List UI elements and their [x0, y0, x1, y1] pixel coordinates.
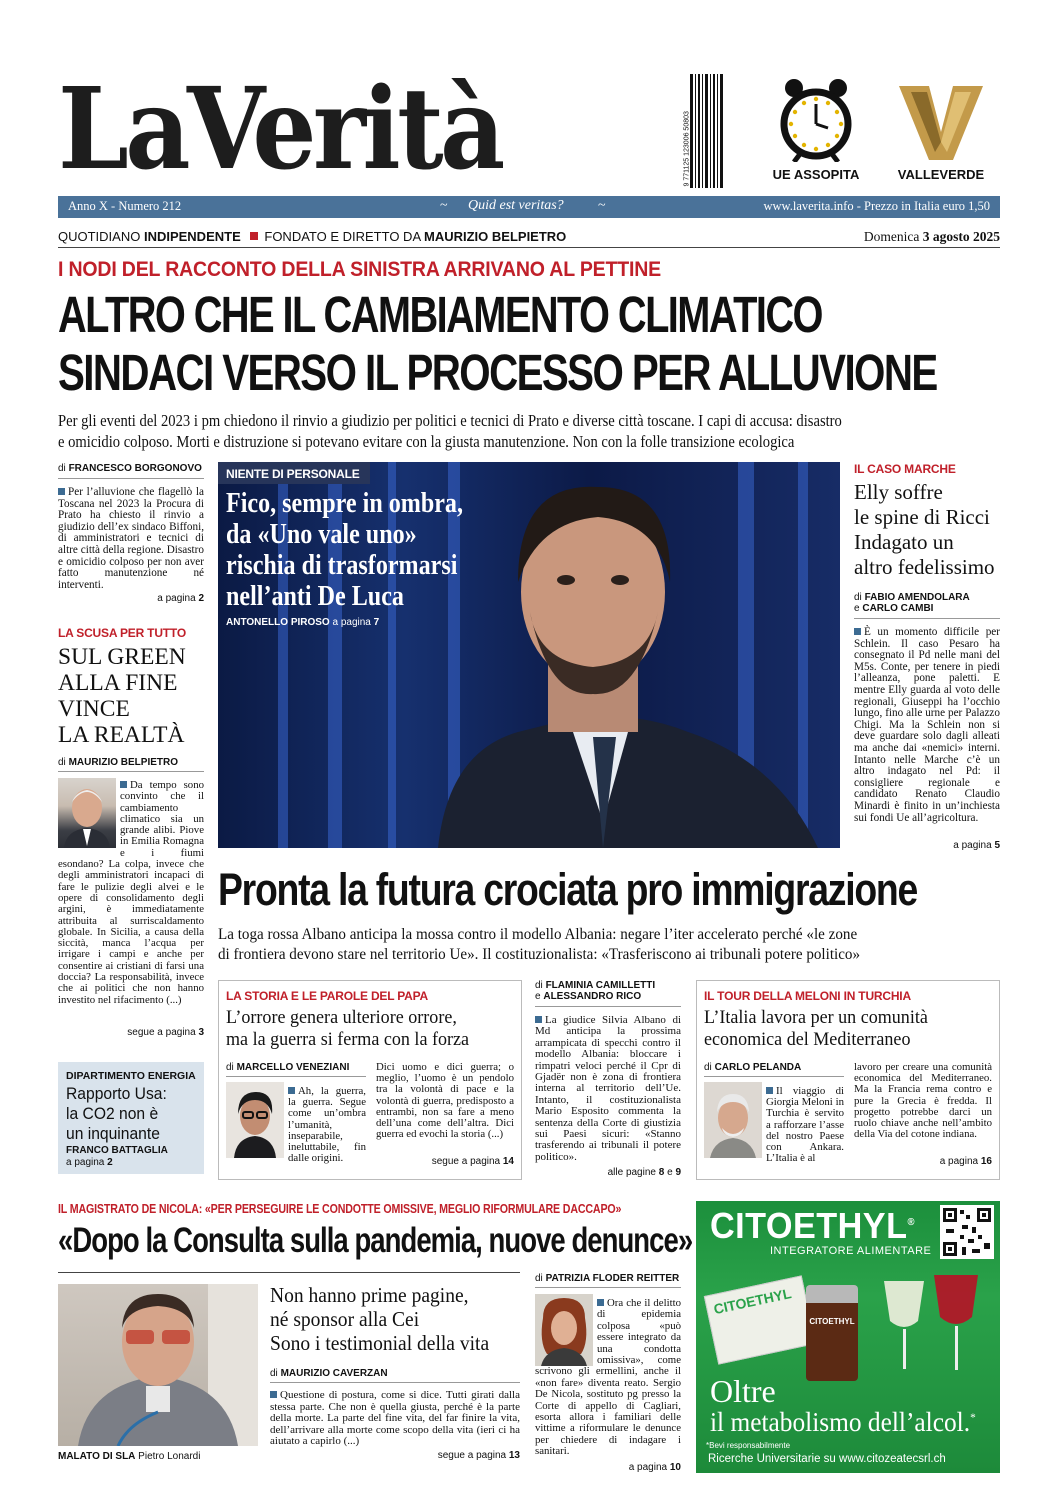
giudice-pageref[interactable]: alle pagine 8 e 9 [607, 1167, 681, 1178]
qr-code-icon [940, 1205, 994, 1259]
lead-deck-line2: e omicidio colposo. Morti e distruzione si potevano evitare con la giusta manutenzione. Non con la folle transizione ecologica [58, 432, 795, 451]
paragraph-square-icon [288, 1087, 295, 1094]
reitter-rule [535, 1287, 681, 1288]
barcode [676, 72, 724, 190]
citoethyl-ad[interactable] [696, 1201, 1000, 1473]
reitter-pageref[interactable]: a pagina 10 [628, 1462, 681, 1473]
masthead-logo [58, 64, 578, 195]
indipendente-label: INDIPENDENTE [143, 229, 241, 244]
borgonovo-body: Per l’alluvione che flagellò la Toscana nel 2023 la Procura di Prato ha chiesto il rinvio a giudizio dell’ex sindaco Biffoni, di amministratori e tecnici di altre città della regione. Disastro e omicidio colposo per non aver fatto manutenzione né interventi. [58, 486, 204, 591]
papa-body-col2: Dici uomo e dici guerra; o meglio, l’uomo è un pendolo tra la volontà di pace e la volontà di guerra, predisposto a entrambi, non sa fare a meno dell’una come dell’altra. Dici guerra ed evochi la storia (...) [376, 1061, 514, 1141]
marche-body: È un momento difficile per Schlein. Il caso Pesaro ha consegnato il Pd nelle mani del M5s. Conte, per tenere in piedi l’alleanza, pone paletti. E mentre Elly guarda al voto delle regionali, Giuseppi ha l’occhio lungo, fino alle urne per Palazzo Chigi. Ma la Schlein non si deve guardare solo dagli alleati ma anche dai «nemici» interni. Intanto nelle Marche c’è un altro indagato nel Pd: il consigliere regionale e candidato Renato Claudio Minardi è finito in un’inchiesta sui fondi Ue all’agricoltura. [854, 626, 1000, 824]
reitter-byline: di PATRIZIA FLODER REITTER [535, 1273, 680, 1284]
ad-subtitle: INTEGRATORE ALIMENTARE [770, 1245, 932, 1257]
testimonial-pageref[interactable]: segue a pagina 13 [437, 1450, 520, 1461]
meloni-kicker: IL TOUR DELLA MELONI IN TURCHIA [704, 989, 911, 1003]
masthead-bar [58, 196, 1000, 218]
energia-pageref[interactable]: a pagina 2 [66, 1157, 113, 1168]
website-price: www.laverita.info - Prezzo in Italia euro 1,50 [763, 199, 990, 213]
issue-date: Domenica 3 agosto 2025 [863, 229, 1000, 244]
crociata-deck-line1: La toga rossa Albano anticipa la mossa contro il modello Albania: negare l’iter accelerato perché «le zone [218, 926, 858, 943]
energia-kicker: DIPARTIMENTO ENERGIA [66, 1070, 196, 1082]
subbar-rule [58, 247, 1000, 248]
issue-number: Anno X - Numero 212 [68, 199, 182, 213]
scusa-pageref[interactable]: segue a pagina 3 [127, 1027, 204, 1038]
testimonial-headline: Non hanno prime pagine, né sponsor alla Cei Sono i testimonial della vita [270, 1283, 490, 1355]
borgonovo-rule [58, 478, 204, 479]
giudice-rule [535, 1006, 681, 1007]
papa-body-col1: Ah, la guerra, la guerra. Segue come un’ombra l’umanità, inseparabile, ineluttabile, fin dalle origini. [288, 1085, 366, 1165]
energia-author: FRANCO BATTAGLIA [66, 1145, 168, 1156]
testimonial-body: Questione di postura, come si dice. Tutti girati dalla stessa parte. Che non è quella giusta, perché è la parte della morte. La parte del fine vita, del far finire la vita, dell’arrivare alla morte come scopo della vita (ieri ci ha aiutato a capirlo (...) [270, 1389, 520, 1448]
meloni-headline: L’Italia lavora per un comunità economica del Mediterraneo [704, 1007, 928, 1050]
giudice-byline: di FLAMINIA CAMILLETTI e ALESSANDRO RICO [535, 980, 656, 1002]
barcode-digits: 9 771125 123006 50803 [683, 111, 691, 187]
paragraph-square-icon [58, 488, 65, 495]
consulta-kicker: IL MAGISTRATO DE NICOLA: «PER PERSEGUIRE LE CONDOTTE OMISSIVE, MEGLIO RIFORMULARE DACCAPO» [58, 1201, 622, 1216]
papa-kicker: LA STORIA E LE PAROLE DEL PAPA [226, 989, 429, 1003]
lead-kicker: I NODI DEL RACCONTO DELLA SINISTRA ARRIVANO AL PETTINE [58, 258, 662, 281]
paragraph-square-icon [535, 1016, 542, 1023]
crociata-deck-line2: di frontiera devono stare nel territorio Ue». Il costituzionalista: «Trasferiscono ai tribunali potere politico» [218, 946, 861, 963]
fico-headline: Fico, sempre in ombra, da «Uno vale uno» rischia di trasformarsi nell’anti De Luca [226, 488, 463, 612]
wine-glass-icon [874, 1271, 994, 1381]
ad-product-box: CITOETHYL [704, 1275, 816, 1364]
ad-line2: il metabolismo dell’alcol.* [710, 1407, 976, 1437]
paragraph-square-icon [120, 781, 127, 788]
borgonovo-pageref[interactable]: a pagina 2 [157, 593, 204, 604]
meloni-body-col2: lavoro per creare una comunità economica del Mediterraneo. Ma la Francia rema contro e pure la Grecia è fredda. Il progetto potrebbe darci un ruolo chiave anche nell’ambito della Via del cotone indiana. [854, 1061, 992, 1141]
valleverde-label: VALLEVERDE [897, 167, 985, 182]
papa-rule [226, 1076, 366, 1077]
consulta-headline: «Dopo la Consulta sulla pandemia, nuove denunce» [58, 1221, 693, 1260]
ad-footer: Ricerche Universitarie su www.citozeatecsrl.ch [708, 1453, 946, 1465]
lonardi-photo [58, 1284, 258, 1446]
energia-headline: Rapporto Usa: la CO2 non è un inquinante [66, 1084, 167, 1143]
paragraph-square-icon [854, 628, 861, 635]
marche-pageref[interactable]: a pagina 5 [953, 840, 1000, 851]
ue-assopita-label: UE ASSOPITA [772, 167, 860, 182]
fondato-label: FONDATO E DIRETTO DA [264, 229, 425, 244]
scusa-kicker: LA SCUSA PER TUTTO [58, 626, 186, 640]
paragraph-square-icon [270, 1391, 277, 1398]
giudice-body: La giudice Silvia Albano di Md anticipa la prossima arrampicata di specchi contro il modello Albania: bloccare i rimpatri veloci perché il Cpr di Gjadër non è zona di frontiera interna al territorio dell’Ue. Intanto, il costituzionalista Mario Esposito commenta la sentenza della Corte di giustizia sui Paesi sicuri: «Stanno trasferendo ai tribunali il potere politico». [535, 1014, 681, 1163]
marche-rule [854, 618, 1000, 619]
ad-bottle: CITOETHYL [806, 1285, 858, 1381]
scusa-rule [58, 771, 204, 772]
ad-brand: CITOETHYL® [710, 1205, 915, 1246]
reitter-body: Ora che il delitto di epidemia colposa «può essere integrato da una condotta omissiva», come scrivono gli ermellini, anche il «non fare» diventa reato. Sergio De Nicola, sostituto pg presso la Corte di appello di Cagliari, esorta allora i familiari delle vittime a riformulare le denunce per chiedere di indagare i sanitari. [535, 1297, 681, 1458]
marche-byline: di FABIO AMENDOLARA e CARLO CAMBI [854, 592, 970, 614]
meloni-pageref[interactable]: a pagina 16 [939, 1156, 992, 1167]
paragraph-square-icon [766, 1087, 773, 1094]
crociata-headline: Pronta la futura crociata pro immigrazione [218, 864, 918, 915]
consulta-rule [58, 1272, 520, 1273]
papa-headline: L’orrore genera ulteriore orrore, ma la guerra si ferma con la forza [226, 1007, 470, 1050]
scusa-body: Da tempo sono convinto che il cambiamento climatico sia un grande alibi. Piove in Emilia Romagna e i fiumi esondano? La colpa, invece che degli amministratori incapaci di fare le pulizie degli alvei e le opere di consolidamento degli argini, è immediatamente attribuita al surriscaldamento globale. In Sicilia, a causa della siccità, manca l’acqua per irrigare i campi e anche per consentire ai cristiani di farsi una doccia? La responsabilità, invece che ai politici che non hanno investito nel rifacimento (...) [58, 779, 204, 1006]
meloni-rule [704, 1076, 844, 1077]
lead-headline-line2: SINDACI VERSO IL PROCESSO PER ALLUVIONE [58, 344, 937, 401]
subbar [58, 229, 1000, 244]
motto: Quid est veritas? [468, 198, 564, 213]
ue-assopita-logo [766, 76, 866, 186]
paragraph-square-icon [597, 1299, 604, 1306]
papa-pageref[interactable]: segue a pagina 14 [431, 1156, 514, 1167]
testimonial-byline: di MAURIZIO CAVERZAN [270, 1368, 388, 1379]
meloni-byline: di CARLO PELANDA [704, 1062, 802, 1073]
scusa-byline: di MAURIZIO BELPIETRO [58, 757, 179, 768]
motto-ornament-left: ~ [440, 198, 448, 213]
marche-kicker: IL CASO MARCHE [854, 462, 956, 476]
lonardi-caption: MALATO DI SLA Pietro Lonardi [58, 1451, 201, 1462]
fico-byline[interactable]: ANTONELLO PIROSO a pagina 7 [226, 617, 380, 628]
scusa-headline: SUL GREEN ALLA FINE VINCE LA REALTÀ [58, 644, 186, 748]
logo-text: LaVerità [58, 64, 502, 195]
borgonovo-byline: di FRANCESCO BORGONOVO [58, 463, 202, 474]
ad-note: *Bevi responsabilmente [706, 1441, 791, 1450]
marche-headline: Elly soffre le spine di Ricci Indagato un altro fedelissimo [854, 480, 995, 579]
valleverde-logo [886, 80, 996, 186]
fico-photo [218, 462, 840, 848]
motto-ornament-right: ~ [598, 198, 606, 213]
papa-byline: di MARCELLO VENEZIANI [226, 1062, 350, 1073]
valleverde-v-icon [895, 80, 987, 162]
quotidiano-label: QUOTIDIANO [58, 229, 144, 244]
lead-headline-line1: ALTRO CHE IL CAMBIAMENTO CLIMATICO [58, 286, 822, 343]
testimonial-rule [270, 1382, 520, 1383]
fico-kicker: NIENTE DI PERSONALE [226, 467, 360, 481]
director-name: MAURIZIO BELPIETRO [424, 229, 567, 244]
alarm-clock-icon [776, 76, 856, 162]
lead-deck-line1: Per gli eventi del 2023 i pm chiedono il rinvio a giudizio per politici e tecnici di Prato e diverse città toscane. I capi di accusa: disastro [58, 411, 842, 430]
subbar-square-icon [250, 232, 258, 240]
meloni-body-col1: Il viaggio di Giorgia Meloni in Turchia è servito a rafforzare l’asse del nostro Paese con Ankara. L’Italia è al [766, 1085, 844, 1165]
ad-line1: Oltre [710, 1373, 776, 1409]
